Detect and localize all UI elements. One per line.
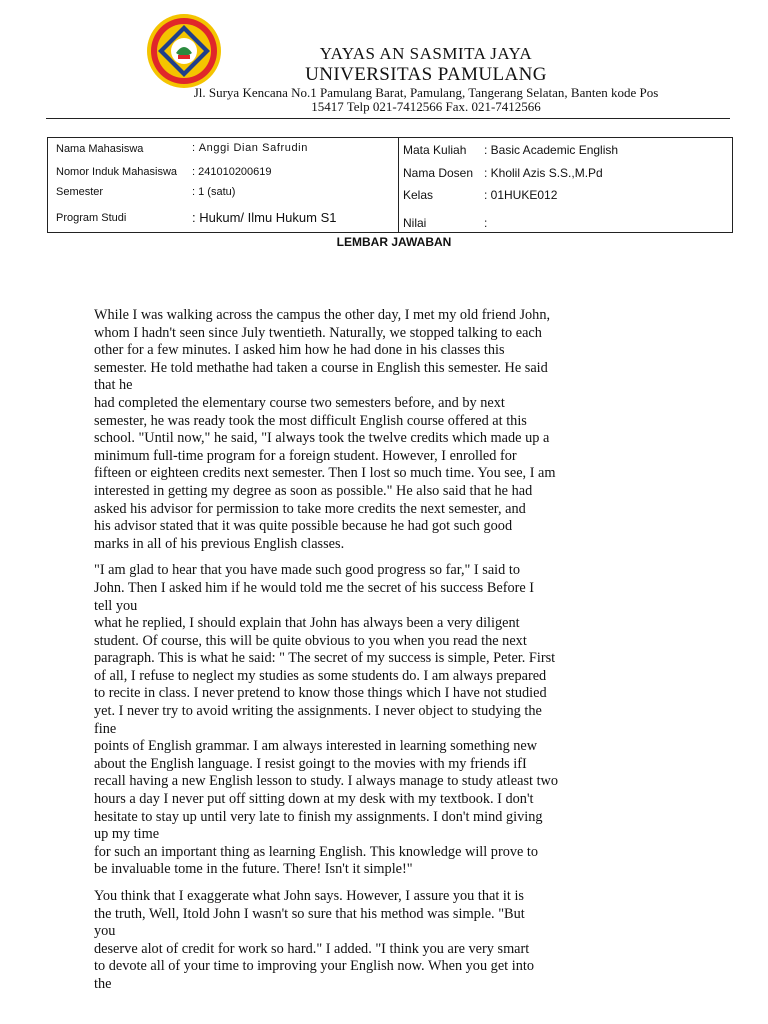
text-line: other for a few minutes. I asked him how he had done in his classes this — [94, 342, 505, 359]
text-line: interested in getting my degree as soon as possible." He also said that he had — [94, 482, 533, 499]
grade-value: : — [484, 216, 488, 230]
text-line: points of English grammar. I am always interested in learning something new — [94, 738, 538, 755]
address-line-2: 15417 Telp 021-7412566 Fax. 021-7412566 — [311, 99, 541, 114]
text-line: whom I hadn't seen since July twentieth. Naturally, we stopped talking to each — [94, 324, 542, 341]
text-line: deserve alot of credit for work so hard." I added. "I think you are very smart — [94, 940, 530, 957]
answer-sheet-title: LEMBAR JAWABAN — [336, 235, 452, 249]
grade-label: Nilai — [403, 216, 427, 230]
answer-paragraph — [94, 562, 694, 879]
text-line: While I was walking across the campus the other day, I met my old friend John, — [94, 307, 551, 323]
text-line: marks in all of his previous English classes. — [94, 535, 345, 552]
text-line: you — [94, 923, 116, 940]
text-line: fine — [94, 720, 117, 737]
text-line: about the English language. I resist goingt to the movies with my friends ifI — [94, 755, 527, 772]
nim-label: Nomor Induk Mahasiswa — [56, 166, 178, 178]
nim-value: : 241010200619 — [192, 166, 272, 178]
text-line: hours a day I never put off sitting down at my desk with my textbook. I don't — [94, 791, 534, 808]
text-line: paragraph. This is what he said: " The secret of my success is simple, Peter. First — [94, 650, 556, 667]
info-box-divider — [398, 138, 399, 232]
header-divider — [46, 118, 730, 119]
text-line: school. "Until now," he said, "I always took the twelve credits which made up a — [94, 430, 550, 447]
text-line: that he — [94, 377, 133, 394]
text-line: tell you — [94, 597, 138, 614]
text-line: minimum full-time program for a foreign student. However, I enrolled for — [94, 447, 517, 464]
text-line: be invaluable tome in the future. There! Isn't it simple!" — [94, 861, 413, 878]
answer-paragraph — [94, 307, 694, 553]
text-line: had completed the elementary course two semesters before, and by next — [94, 394, 505, 411]
semester-label: Semester — [56, 186, 104, 198]
text-line: student. Of course, this will be quite obvious to you when you read the next — [94, 632, 527, 649]
text-line: recall having a new English lesson to study. I always manage to study atleast two — [94, 773, 559, 790]
name-label: Nama Mahasiswa — [56, 143, 144, 155]
subject-label: Mata Kuliah — [403, 143, 467, 157]
student-info-box — [47, 137, 733, 233]
text-line: You think that I exaggerate what John says. However, I assure you that it is — [94, 888, 524, 904]
text-line: the truth, Well, Itold John I wasn't so sure that his method was simple. "But — [94, 905, 525, 922]
lecturer-label: Nama Dosen — [403, 166, 474, 180]
address-line-1: Jl. Surya Kencana No.1 Pamulang Barat, Pamulang, Tangerang Selatan, Banten kode Pos — [193, 85, 659, 100]
program-value: : Hukum/ Ilmu Hukum S1 — [192, 210, 337, 225]
lecturer-value: : Kholil Azis S.S.,M.Pd — [484, 166, 603, 180]
foundation-name: YAYAS AN SASMITA JAYA — [319, 44, 533, 63]
semester-value: : 1 (satu) — [192, 186, 236, 198]
answer-text — [94, 307, 694, 1003]
text-line: for such an important thing as learning English. This knowledge will prove to — [94, 843, 539, 860]
text-line: John. Then I asked him if he would told me the secret of his success Before I — [94, 579, 535, 596]
text-line: semester, he was ready took the most difficult English course offered at this — [94, 412, 527, 429]
answer-paragraph — [94, 888, 694, 994]
text-line: of all, I refuse to neglect my studies as some students do. I am always prepared — [94, 667, 547, 684]
text-line: semester. He told methathe had taken a course in English this semester. He said — [94, 359, 548, 376]
text-line: up my time — [94, 826, 160, 843]
text-line: asked his advisor for permission to take more credits the next semester, and — [94, 500, 526, 517]
text-line: what he replied, I should explain that John has always been a very diligent — [94, 615, 520, 632]
text-line: fifteen or eighteen credits next semester. Then I lost so much time. You see, I am — [94, 465, 556, 482]
text-line: to devote all of your time to improving your English now. When you get into — [94, 958, 534, 975]
class-value: : 01HUKE012 — [484, 188, 558, 202]
text-line: to recite in class. I never pretend to know those things which I have not studied — [94, 685, 547, 702]
name-value: : Anggi Dian Safrudin — [192, 142, 308, 154]
text-line: "I am glad to hear that you have made such good progress so far," I said to — [94, 562, 520, 579]
address — [0, 86, 768, 114]
text-line: his advisor stated that it was quite possible because he had got such good — [94, 518, 513, 535]
text-line: the — [94, 975, 112, 992]
university-name: UNIVERSITAS PAMULANG — [305, 64, 547, 85]
subject-value: : Basic Academic English — [484, 143, 619, 157]
program-label: Program Studi — [56, 212, 127, 224]
text-line: yet. I never try to avoid writing the assignments. I never object to studying the — [94, 703, 542, 720]
text-line: hesitate to stay up until very late to finish my assignments. I don't mind giving — [94, 808, 543, 825]
class-label: Kelas — [403, 188, 434, 202]
